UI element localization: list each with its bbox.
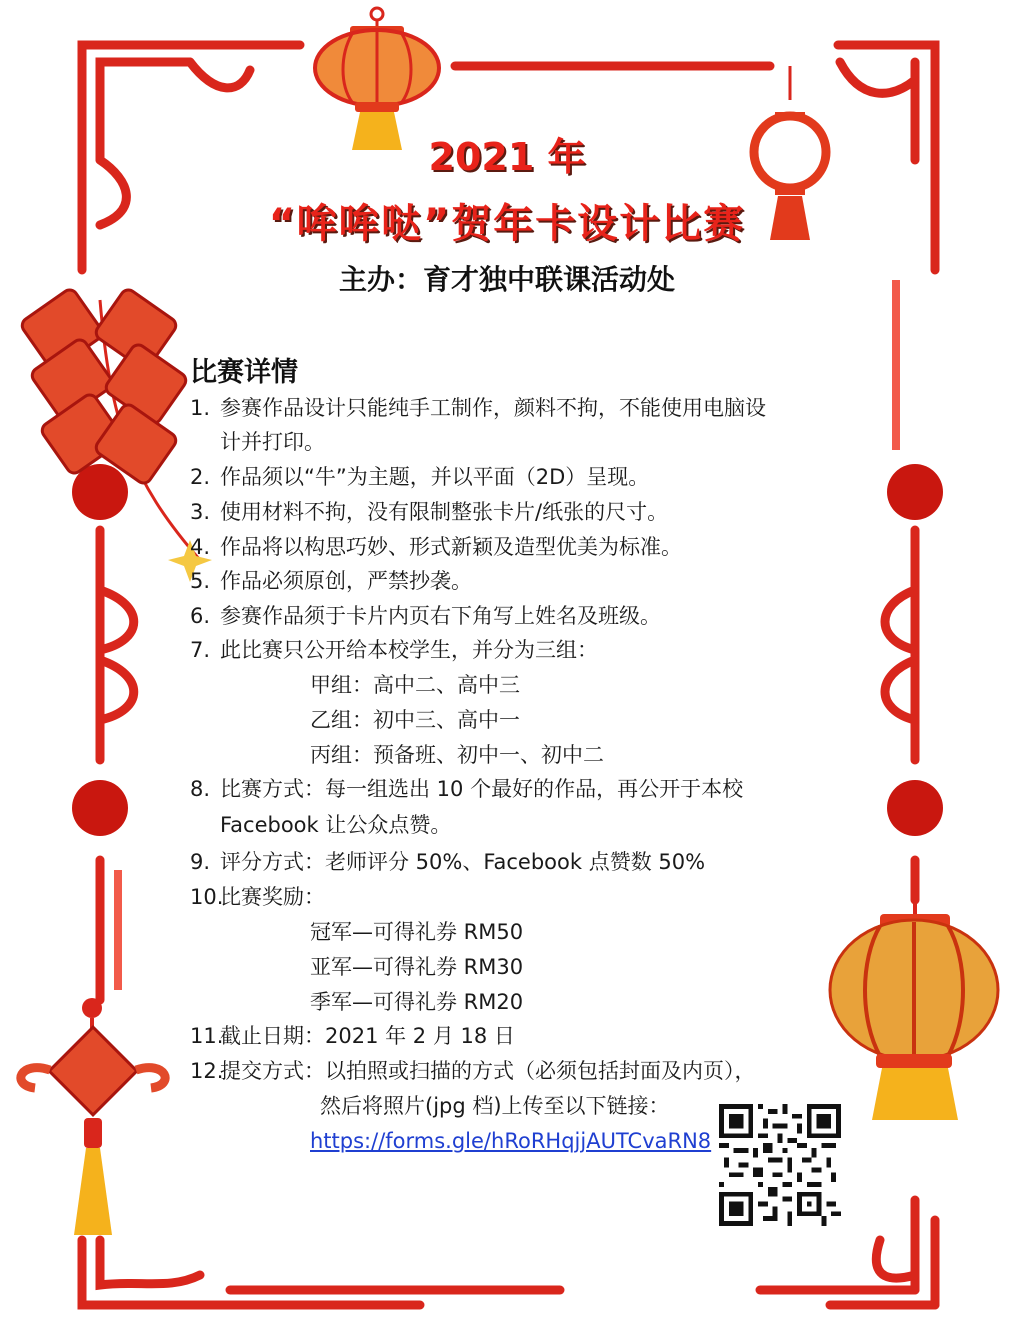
item-text: Facebook 让公众点赞。 [220,813,452,837]
item-text: 计并打印。 [220,430,325,454]
item-text: 比赛奖励： [220,885,325,909]
chinese-knot-icon [21,998,165,1235]
item-number: 5. [190,569,211,593]
item-text: 作品须以“牛”为主题，并以平面（2D）呈现。 [220,465,650,489]
item-number: 3. [190,500,211,524]
item-text: 评分方式：老师评分 50%、Facebook 点赞数 50% [220,850,706,874]
organizer-line: 主办：育才独中联课活动处 [338,263,675,296]
group-line: 乙组：初中三、高中一 [310,708,520,732]
item-text: 然后将照片(jpg 档)上传至以下链接： [320,1094,670,1118]
item-text: 截止日期：2021 年 2 月 18 日 [220,1024,515,1048]
prize-line: 冠军—可得礼券 RM50 [310,920,524,944]
item-number: 12. [190,1059,224,1083]
firecracker-icon [19,287,212,582]
item-number: 4. [190,535,211,559]
item-number: 11. [190,1024,224,1048]
item-number: 2. [190,465,211,489]
prize-line: 季军—可得礼券 RM20 [310,990,524,1014]
year-title: 2021 年 [428,135,586,179]
qr-code-icon [719,1104,841,1226]
item-text: 参赛作品设计只能纯手工制作，颜料不拘，不能使用电脑设 [220,396,766,420]
item-number: 10. [190,885,224,909]
item-number: 1. [190,396,211,420]
section-heading: 比赛详情 [190,357,298,388]
main-title: “哞哞哒”贺年卡设计比赛 [268,201,746,247]
item-number: 9. [190,850,211,874]
item-number: 6. [190,604,211,628]
item-text: 提交方式：以拍照或扫描的方式（必须包括封面及内页）， [220,1059,756,1083]
item-text: 使用材料不拘，没有限制整张卡片/纸张的尺寸。 [220,500,669,524]
big-lantern-icon [830,896,998,1120]
item-text: 作品将以构思巧妙、形式新颖及造型优美为标准。 [220,535,682,559]
item-number: 8. [190,777,211,801]
submission-link[interactable]: https://forms.gle/hRoRHqjjAUTCvaRN8 [310,1129,712,1153]
item-text: 此比赛只公开给本校学生，并分为三组： [220,638,598,662]
item-text: 作品必须原创，严禁抄袭。 [220,569,472,593]
prize-line: 亚军—可得礼券 RM30 [310,955,524,979]
item-number: 7. [190,638,211,662]
group-line: 甲组：高中二、高中三 [310,673,520,697]
item-text: 比赛方式：每一组选出 10 个最好的作品，再公开于本校 [220,777,744,801]
item-text: 参赛作品须于卡片内页右下角写上姓名及班级。 [220,604,661,628]
group-line: 丙组：预备班、初中一、初中二 [310,743,604,767]
